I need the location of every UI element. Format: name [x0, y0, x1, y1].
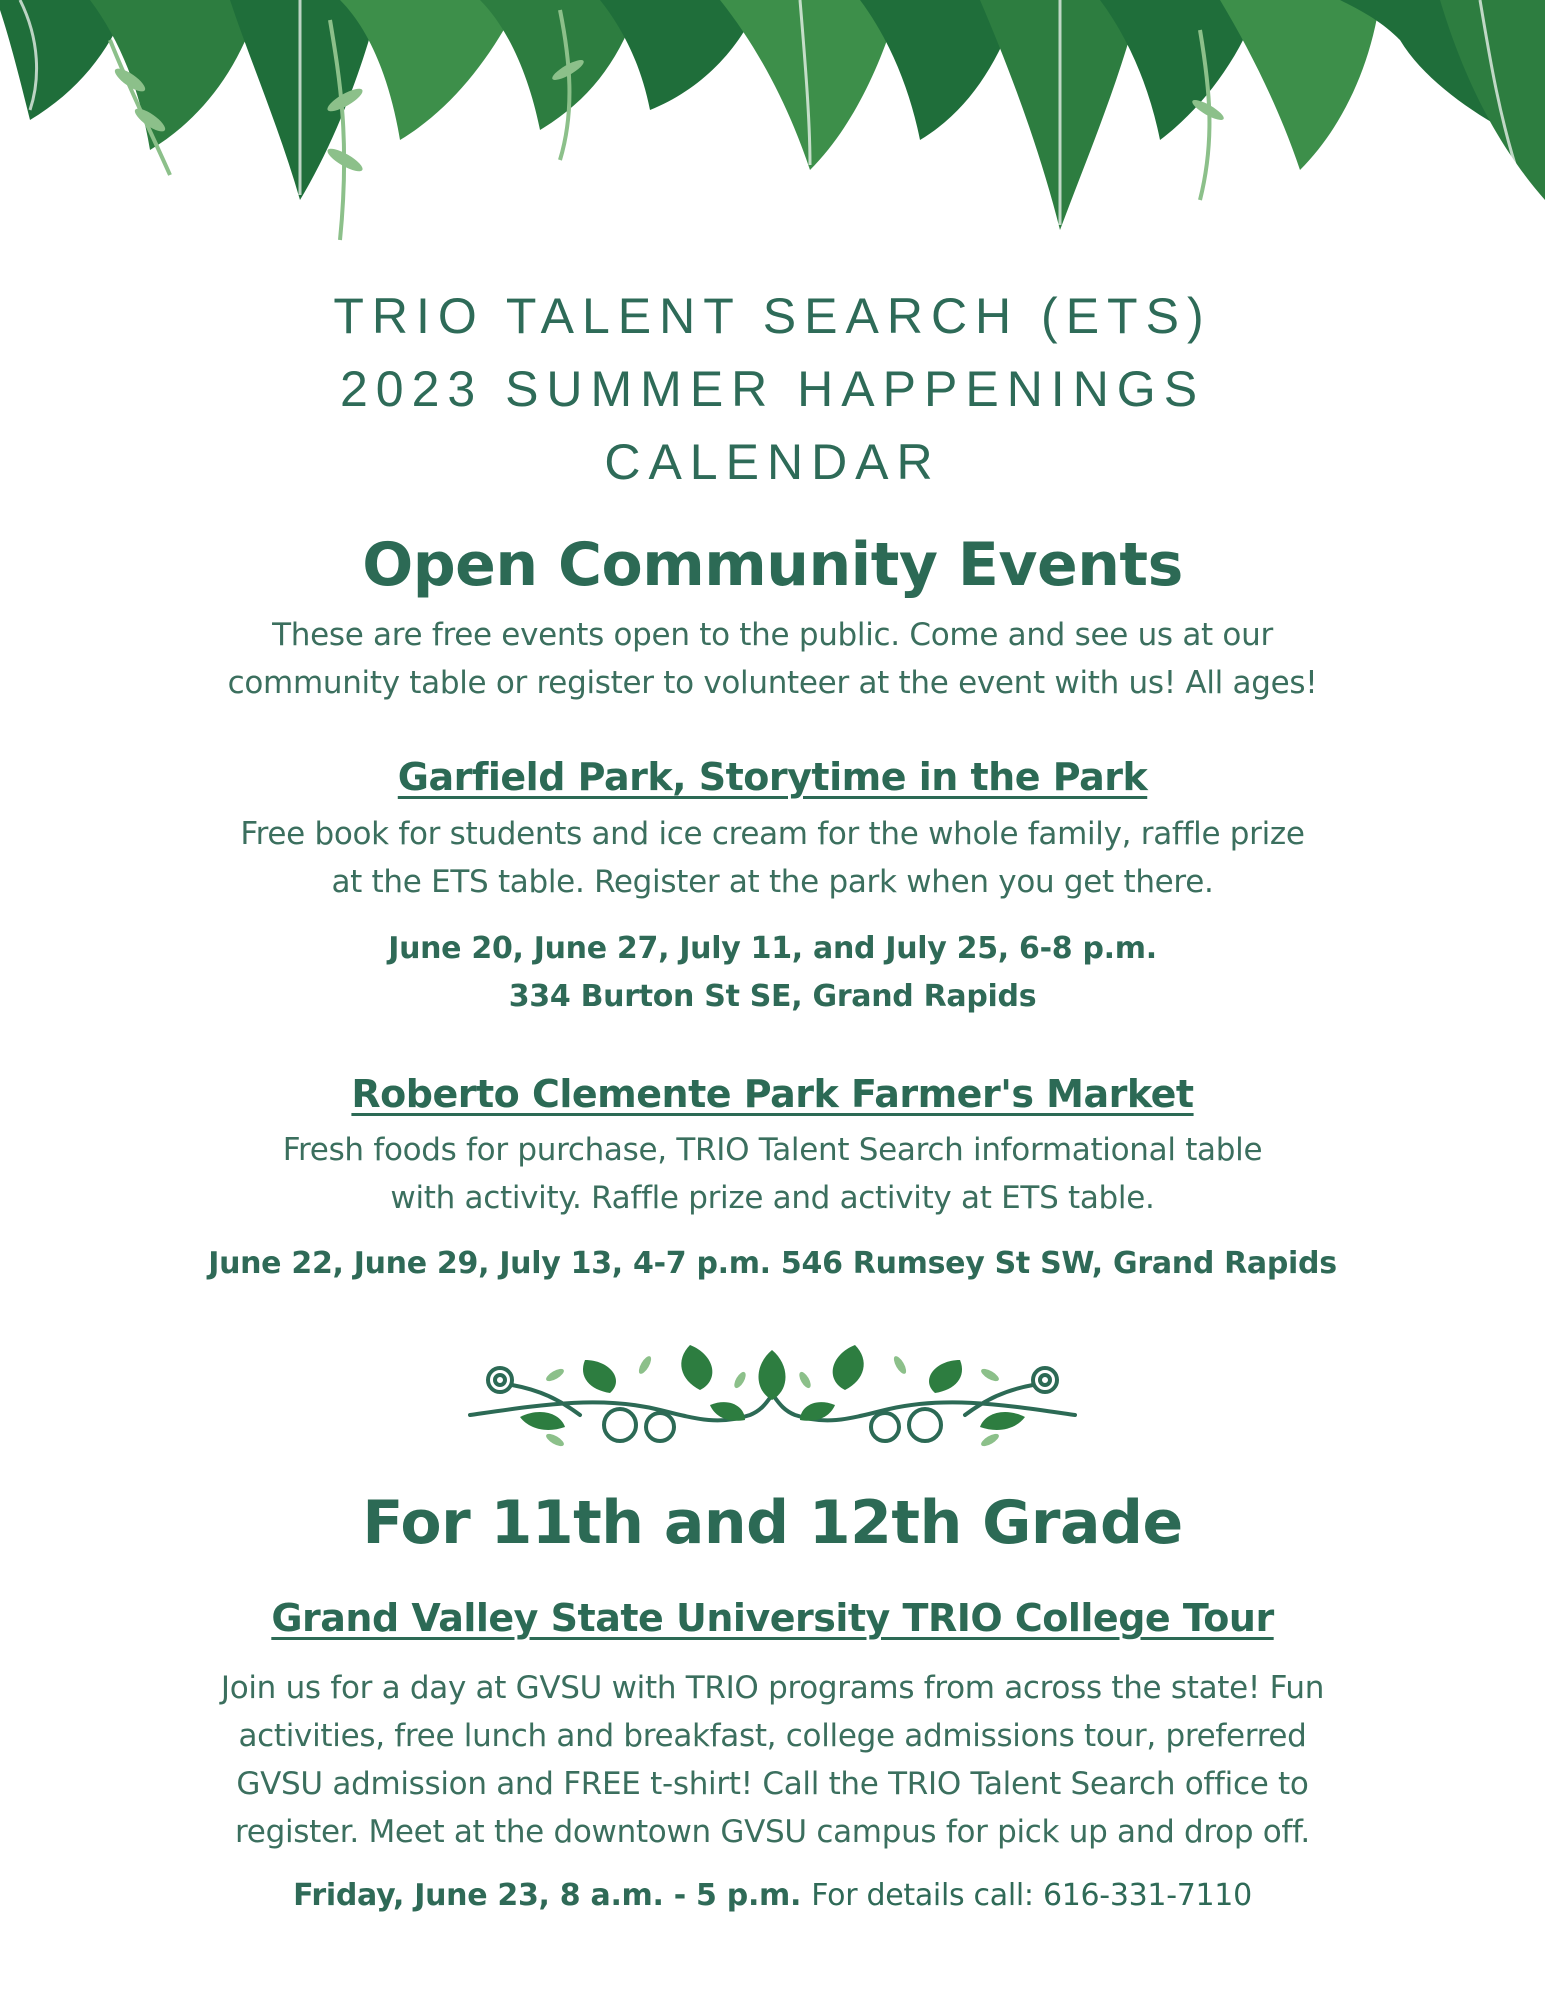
title-line: CALENDAR	[604, 434, 941, 490]
detail-line: June 22, June 29, July 13, 4-7 p.m. 546 Rumsey St SW, Grand Rapids	[208, 1246, 1337, 1281]
community-intro	[0, 611, 1545, 707]
description-line: with activity. Raffle prize and activity at ETS table.	[390, 1180, 1155, 1216]
grades-section-heading	[0, 1488, 1545, 1558]
event-garfield-details	[0, 925, 1545, 1021]
page-title	[0, 280, 1545, 499]
event-gvsu-tour	[0, 1596, 1545, 1640]
event-title: Grand Valley State University TRIO College Tour	[271, 1596, 1274, 1640]
contact-phone: For details call: 616-331-7110	[811, 1878, 1252, 1913]
description-line: Free book for students and ice cream for the whole family, raffle prize	[240, 816, 1305, 852]
description-line: Join us for a day at GVSU with TRIO programs from across the state! Fun	[220, 1670, 1325, 1706]
description-line: GVSU admission and FREE t-shirt! Call the TRIO Talent Search office to	[236, 1766, 1309, 1802]
event-gvsu-details	[0, 1872, 1545, 1920]
section-heading: Open Community Events	[362, 530, 1183, 600]
description-line: Fresh foods for purchase, TRIO Talent Search informational table	[282, 1132, 1263, 1168]
description-line: at the ETS table. Register at the park when you get there.	[331, 864, 1214, 900]
event-title: Garfield Park, Storytime in the Park	[397, 755, 1148, 799]
event-date: Friday, June 23, 8 a.m. - 5 p.m.	[293, 1878, 802, 1913]
event-roberto-description	[0, 1126, 1545, 1222]
leaf-vine-divider-icon	[460, 1335, 1085, 1455]
event-roberto-clemente	[0, 1072, 1545, 1116]
detail-line	[0, 1872, 1545, 1920]
title-line: 2023 SUMMER HAPPENINGS	[339, 361, 1206, 417]
event-gvsu-description	[0, 1664, 1545, 1856]
event-roberto-details	[0, 1240, 1545, 1288]
intro-line: These are free events open to the public. Come and see us at our	[272, 617, 1273, 653]
community-section-heading	[0, 530, 1545, 600]
detail-line: June 20, June 27, July 11, and July 25, 6-8 p.m.	[388, 931, 1157, 966]
intro-line: community table or register to volunteer at the event with us! All ages!	[227, 665, 1318, 701]
event-title: Roberto Clemente Park Farmer's Market	[351, 1072, 1194, 1116]
event-garfield-park	[0, 755, 1545, 799]
event-garfield-description	[0, 810, 1545, 906]
title-line: TRIO TALENT SEARCH (ETS)	[333, 288, 1212, 344]
description-line: register. Meet at the downtown GVSU campus for pick up and drop off.	[235, 1814, 1310, 1850]
description-line: activities, free lunch and breakfast, college admissions tour, preferred	[238, 1718, 1307, 1754]
tropical-foliage-border-icon	[0, 0, 1545, 250]
section-heading: For 11th and 12th Grade	[362, 1488, 1183, 1558]
detail-line: 334 Burton St SE, Grand Rapids	[508, 979, 1037, 1014]
